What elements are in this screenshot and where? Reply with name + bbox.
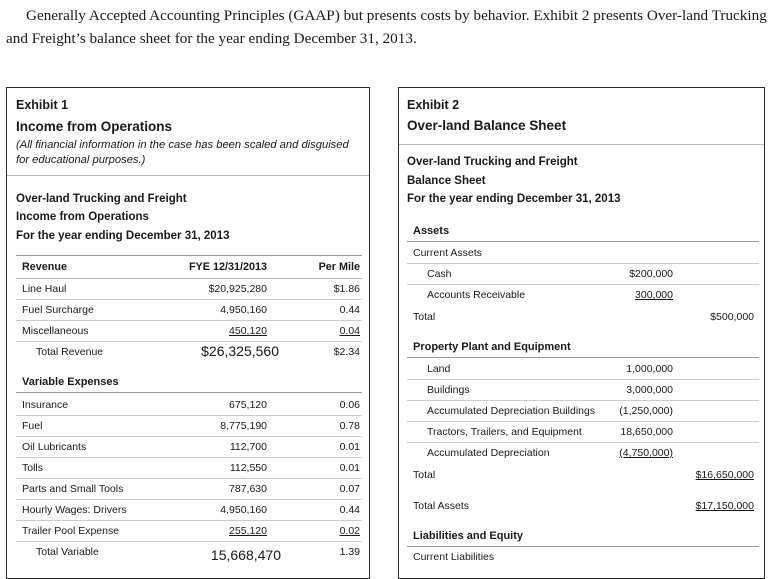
row-rule (407, 546, 759, 547)
row-rule (16, 320, 362, 321)
expense-tolls-amount: 112,550 (229, 462, 267, 474)
expense-fuel-label: Fuel (22, 420, 43, 432)
expense-oil-per-mile: 0.01 (339, 441, 360, 453)
intro-line-2: and Freight’s balance sheet for the year ending December 31, 2013. (6, 30, 417, 47)
row-rule (16, 341, 362, 342)
expense-tolls-per-mile: 0.01 (339, 462, 360, 474)
row-rule (407, 241, 759, 242)
row-rule (16, 541, 362, 542)
revenue-misc-amount: 450,120 (229, 325, 267, 337)
exhibit-2-panel (398, 87, 765, 579)
row-rule (407, 442, 759, 443)
intro-line-1: Generally Accepted Accounting Principles (GAAP) but presents costs by behavior. Exhibit 2 presents Over-land Trucking (26, 7, 767, 24)
current-liabilities-heading: Current Liabilities (413, 551, 495, 563)
accum-dep-label: Accumulated Depreciation (427, 447, 550, 459)
tractors-label: Tractors, Trailers, and Equipment (427, 426, 582, 438)
revenue-fuel-surcharge-per-mile: 0.44 (339, 304, 360, 316)
expense-parts-label: Parts and Small Tools (22, 483, 124, 495)
row-rule (407, 263, 759, 264)
exhibit-1-divider (7, 175, 369, 176)
row-rule (16, 457, 362, 458)
row-rule (16, 499, 362, 500)
expense-tolls-label: Tolls (22, 462, 44, 474)
intro-paragraph (6, 4, 771, 50)
row-rule (16, 278, 362, 279)
total-variable-per-mile: 1.39 (339, 546, 360, 558)
revenue-line-haul-per-mile: $1.86 (333, 283, 360, 295)
expense-oil-amount: 112,700 (229, 441, 267, 453)
total-revenue-per-mile: $2.34 (333, 346, 360, 358)
revenue-line-haul-label: Line Haul (22, 283, 67, 295)
accum-dep-buildings-amount: (1,250,000) (619, 405, 673, 417)
expense-trailer-pool-amount: 255,120 (229, 525, 267, 537)
exhibit-1-title: Income from Operations (16, 119, 173, 134)
total-variable-amount: 15,668,470 (210, 547, 281, 563)
expense-insurance-amount: 675,120 (229, 399, 267, 411)
expense-insurance-label: Insurance (22, 399, 69, 411)
row-rule (16, 436, 362, 437)
current-assets-heading: Current Assets (413, 247, 482, 259)
expense-wages-amount: 4,950,160 (220, 504, 267, 516)
exhibit-2-statement: Balance Sheet (407, 175, 486, 187)
exhibit-2-divider (399, 144, 764, 145)
total-variable-label: Total Variable (36, 546, 99, 558)
col-header-per-mile: Per Mile (318, 261, 360, 273)
accum-dep-buildings-label: Accumulated Depreciation Buildings (427, 405, 596, 417)
buildings-label: Buildings (427, 384, 470, 396)
revenue-fuel-surcharge-amount: 4,950,160 (220, 304, 267, 316)
expense-parts-per-mile: 0.07 (339, 483, 360, 495)
expense-insurance-per-mile: 0.06 (339, 399, 360, 411)
expense-fuel-per-mile: 0.78 (339, 420, 360, 432)
exhibit-2-period: For the year ending December 31, 2013 (407, 193, 621, 205)
exhibit-1-company: Over-land Trucking and Freight (16, 193, 187, 205)
exhibit-1-label: Exhibit 1 (16, 98, 69, 112)
revenue-misc-per-mile: 0.04 (339, 325, 360, 337)
row-rule (16, 520, 362, 521)
tractors-amount: 18,650,000 (620, 426, 673, 438)
expense-trailer-pool-per-mile: 0.02 (339, 525, 360, 537)
expense-parts-amount: 787,630 (229, 483, 267, 495)
revenue-fuel-surcharge-label: Fuel Surcharge (22, 304, 94, 316)
exhibit-1-note: (All financial information in the case has been scaled and disguised for educational purposes.) (16, 139, 349, 166)
total-assets-label: Total Assets (413, 500, 470, 512)
accounts-receivable-label: Accounts Receivable (427, 289, 526, 301)
exhibit-1-panel (6, 87, 370, 579)
assets-heading: Assets (413, 225, 450, 237)
row-rule (16, 478, 362, 479)
total-assets-amount: $17,150,000 (695, 500, 754, 512)
row-rule (407, 400, 759, 401)
row-rule (407, 379, 759, 380)
liabilities-heading: Liabilities and Equity (413, 530, 524, 542)
buildings-amount: 3,000,000 (626, 384, 673, 396)
col-header-revenue: Revenue (22, 261, 68, 273)
row-rule (407, 421, 759, 422)
expense-trailer-pool-label: Trailer Pool Expense (22, 525, 120, 537)
row-rule (407, 357, 759, 358)
variable-expenses-heading: Variable Expenses (22, 376, 119, 388)
exhibit-2-company: Over-land Trucking and Freight (407, 156, 578, 168)
col-header-fye: FYE 12/31/2013 (188, 261, 267, 273)
header-rule (16, 255, 362, 256)
total-revenue-label: Total Revenue (36, 346, 104, 358)
accum-dep-amount: (4,750,000) (619, 447, 673, 459)
row-rule (16, 392, 362, 393)
expense-wages-per-mile: 0.44 (339, 504, 360, 516)
total-revenue-amount: $26,325,560 (201, 343, 279, 359)
exhibit-2-title: Over-land Balance Sheet (407, 118, 567, 133)
accounts-receivable-amount: 300,000 (635, 289, 673, 301)
expense-fuel-amount: 8,775,190 (220, 420, 267, 432)
ppe-total-label: Total (413, 469, 436, 481)
current-assets-total-amount: $500,000 (710, 311, 754, 323)
expense-wages-label: Hourly Wages: Drivers (22, 504, 127, 516)
exhibit-1-period: For the year ending December 31, 2013 (16, 230, 230, 242)
row-rule (16, 415, 362, 416)
row-rule (16, 299, 362, 300)
row-rule (407, 284, 759, 285)
land-amount: 1,000,000 (626, 363, 673, 375)
revenue-line-haul-amount: $20,925,280 (208, 283, 267, 295)
ppe-total-amount: $16,650,000 (695, 469, 754, 481)
ppe-heading: Property Plant and Equipment (413, 341, 571, 353)
land-label: Land (427, 363, 451, 375)
expense-oil-label: Oil Lubricants (22, 441, 87, 453)
cash-label: Cash (427, 268, 452, 280)
cash-amount: $200,000 (629, 268, 673, 280)
current-assets-total-label: Total (413, 311, 436, 323)
exhibit-2-label: Exhibit 2 (407, 98, 460, 112)
exhibit-1-statement: Income from Operations (16, 211, 149, 223)
revenue-misc-label: Miscellaneous (22, 325, 89, 337)
